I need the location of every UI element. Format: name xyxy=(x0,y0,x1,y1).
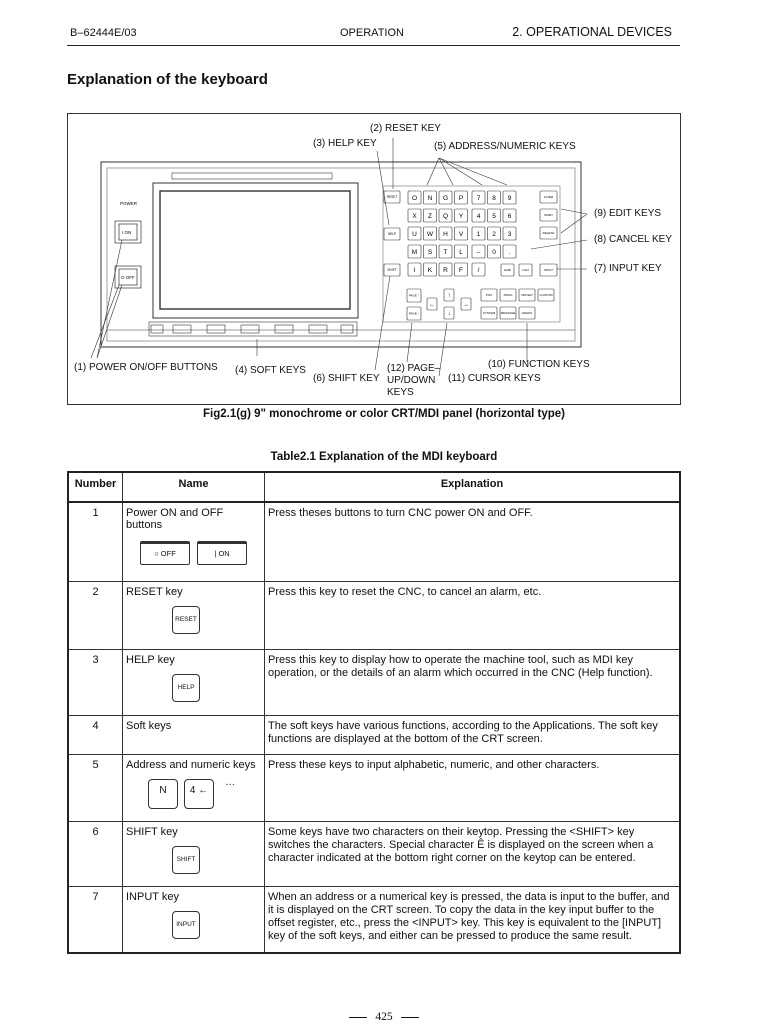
row-number: 4 xyxy=(68,715,123,754)
function-key-pos-label: POS xyxy=(485,293,493,298)
row-name-cell xyxy=(123,502,265,581)
cursor-down-key-label: ↓ xyxy=(447,311,451,318)
row-name-cell xyxy=(123,581,265,649)
table-row xyxy=(68,821,680,886)
on-key: | ON xyxy=(197,541,247,565)
power-label: POWER xyxy=(120,201,138,206)
row-name: INPUT key xyxy=(126,890,179,903)
figure-caption: Fig2.1(g) 9" monochrome or color CRT/MDI panel (horizontal type) xyxy=(203,408,565,420)
label-address-keys: (5) ADDRESS/NUMERIC KEYS xyxy=(434,141,576,152)
key-x-label: X xyxy=(412,212,417,220)
function-key-offset-label: OFFSET xyxy=(521,293,533,298)
header-center: OPERATION xyxy=(340,27,404,39)
label-input-key: (7) INPUT KEY xyxy=(594,263,662,274)
key-0-label: 0 xyxy=(492,248,496,256)
key-8-label: 8 xyxy=(492,194,496,202)
table-row xyxy=(68,649,680,715)
key-u-label: U xyxy=(412,230,417,238)
label-power-buttons: (1) POWER ON/OFF BUTTONS xyxy=(74,362,218,373)
key-7-label: 7 xyxy=(476,194,481,202)
label-page-keys-1: (12) PAGE– xyxy=(387,363,441,374)
key-z-label: Z xyxy=(428,212,432,220)
row-name: Address and numeric keys xyxy=(126,758,256,771)
cursor-left-key-label: ← xyxy=(429,302,435,309)
key-g-label: G xyxy=(442,194,449,202)
key-2-label: 2 xyxy=(492,230,496,238)
section-title: Explanation of the keyboard xyxy=(67,71,268,88)
key-slash-label: / xyxy=(477,266,480,274)
col-name: Name xyxy=(123,472,265,502)
key-l-label: L xyxy=(459,248,463,256)
eob-key-label: EOB xyxy=(504,268,511,273)
row-explanation: Press this key to display how to operate the machine tool, such as MDI key operation, or the details of an alarm which occurred in the CNC (Help function). xyxy=(265,649,681,715)
key-sym-label: – xyxy=(476,248,481,256)
row-number: 1 xyxy=(68,502,123,581)
row-explanation: When an address or a numerical key is pressed, the data is input to the buffer, and it is displayed on the CRT screen. To copy the data in the key input buffer to the offset register, etc., press the <INPUT> key. This key is equivalent to the [INPUT] key of the soft keys, and either can be pressed to produce the same result. xyxy=(265,886,681,953)
shift-key-icon: SHIFT xyxy=(172,846,200,874)
table-row xyxy=(68,754,680,821)
header-rule xyxy=(67,45,680,46)
row-name: Soft keys xyxy=(123,715,265,754)
row-name: HELP key xyxy=(126,653,175,666)
row-number: 5 xyxy=(68,754,123,821)
key-t-label: T xyxy=(443,248,448,256)
page-dash-right xyxy=(401,1017,419,1018)
n-key-icon: N xyxy=(148,779,178,809)
key-h-label: H xyxy=(443,230,448,238)
cursor-up-key-label: ↑ xyxy=(447,293,451,300)
label-cursor-keys: (11) CURSOR KEYS xyxy=(448,373,541,384)
cancel-key-label: CAN xyxy=(522,268,529,273)
power-on-label: I ON xyxy=(122,230,132,235)
header-right: 2. OPERATIONAL DEVICES xyxy=(512,25,672,39)
key-3-label: 3 xyxy=(507,230,512,238)
label-page-keys-2: UP/DOWN xyxy=(387,375,436,386)
function-key-custom-label: CUSTOM xyxy=(539,293,553,298)
key-1-label: 1 xyxy=(476,230,481,238)
key-o-label: O xyxy=(411,194,418,202)
key-s-label: S xyxy=(427,248,433,256)
mdi-keyboard-table xyxy=(67,471,681,954)
four-key-icon: 4 ← xyxy=(184,779,214,809)
help-key-icon: HELP xyxy=(172,674,200,702)
reset-key-icon: RESET xyxy=(172,606,200,634)
alter-key-label: ALTER xyxy=(543,195,554,200)
table-row xyxy=(68,502,680,581)
row-name: SHIFT key xyxy=(126,825,178,838)
table-title: Table2.1 Explanation of the MDI keyboard xyxy=(270,451,498,463)
table-row xyxy=(68,581,680,649)
row-name-cell xyxy=(123,649,265,715)
delete-key-label: DELETE xyxy=(542,231,555,236)
row-explanation: Press theses buttons to turn CNC power ON and OFF. xyxy=(265,502,681,581)
function-key-system-label: SYSTEM xyxy=(482,311,496,316)
key-n-label: N xyxy=(427,194,433,202)
page-down-key-label: PAGE ↓ xyxy=(408,311,420,316)
row-number: 3 xyxy=(68,649,123,715)
label-page-keys-3: KEYS xyxy=(387,387,414,398)
key-q-label: Q xyxy=(442,212,449,220)
label-soft-keys: (4) SOFT KEYS xyxy=(235,365,306,376)
input-key-icon: INPUT xyxy=(172,911,200,939)
key-w-label: W xyxy=(426,230,434,238)
doc-code: B–62444E/03 xyxy=(70,27,137,39)
col-number: Number xyxy=(68,472,123,502)
row-name-cell xyxy=(123,886,265,953)
key-r-label: R xyxy=(443,266,448,274)
row-name-cell xyxy=(123,821,265,886)
power-off-label: O OFF xyxy=(121,275,135,280)
col-explanation: Explanation xyxy=(265,472,681,502)
page-number xyxy=(0,1011,768,1023)
table-row xyxy=(68,715,680,754)
key-m-label: M xyxy=(411,248,418,256)
label-help-key: (3) HELP KEY xyxy=(313,138,377,149)
function-key-prog-label: PROG xyxy=(503,293,513,298)
help-key-label: HELP xyxy=(387,232,397,237)
row-explanation: Some keys have two characters on their keytop. Pressing the <SHIFT> key switches the characters. Special character Ê is displayed on the screen when a character indicated at the bottom right corner on the keytop can be entered. xyxy=(265,821,681,886)
label-cancel-key: (8) CANCEL KEY xyxy=(594,234,672,245)
key-5-label: 5 xyxy=(492,212,496,220)
key-6-label: 6 xyxy=(507,212,512,220)
label-function-keys: (10) FUNCTION KEYS xyxy=(488,359,590,370)
input-key-label: INPUT xyxy=(544,268,553,273)
page-number-text: 425 xyxy=(375,1011,393,1023)
key-p-label: P xyxy=(458,194,464,202)
ellipsis: … xyxy=(225,776,236,788)
key-f-label: F xyxy=(459,266,463,274)
row-explanation: The soft keys have various functions, according to the Applications. The soft key functions are displayed at the bottom of the CRT screen. xyxy=(265,715,681,754)
page-dash-left xyxy=(349,1017,367,1018)
function-key-graph-label: GRAPH xyxy=(521,311,533,316)
off-key: ○ OFF xyxy=(140,541,190,565)
page-up-key-label: PAGE ↑ xyxy=(408,293,420,298)
row-number: 6 xyxy=(68,821,123,886)
cursor-right-key-label: → xyxy=(463,302,469,309)
function-key-message-label: MESSAGE xyxy=(500,311,516,316)
key-sym-label: . xyxy=(508,248,511,256)
key-v-label: V xyxy=(458,230,464,238)
row-explanation: Press this key to reset the CNC, to cancel an alarm, etc. xyxy=(265,581,681,649)
label-edit-keys: (9) EDIT KEYS xyxy=(594,208,662,219)
key-4-label: 4 xyxy=(476,212,481,220)
row-name: Power ON and OFF buttons xyxy=(126,507,224,531)
table-header-row xyxy=(68,472,680,502)
key-y-label: Y xyxy=(458,212,464,220)
reset-key-label: RESET xyxy=(386,195,398,200)
key-9-label: 9 xyxy=(507,194,512,202)
label-shift-key: (6) SHIFT KEY xyxy=(313,373,380,384)
table-row xyxy=(68,886,680,953)
label-reset-key: (2) RESET KEY xyxy=(370,123,441,134)
power-keys-illustration xyxy=(140,541,261,565)
row-name: RESET key xyxy=(126,585,183,598)
key-i-label: I xyxy=(413,266,416,274)
key-k-label: K xyxy=(427,266,433,274)
row-name-cell xyxy=(123,754,265,821)
row-number: 2 xyxy=(68,581,123,649)
row-number: 7 xyxy=(68,886,123,953)
shift-key-label: SHIFT xyxy=(387,268,397,273)
row-explanation: Press these keys to input alphabetic, numeric, and other characters. xyxy=(265,754,681,821)
insert-key-label: INSRT xyxy=(544,213,553,218)
